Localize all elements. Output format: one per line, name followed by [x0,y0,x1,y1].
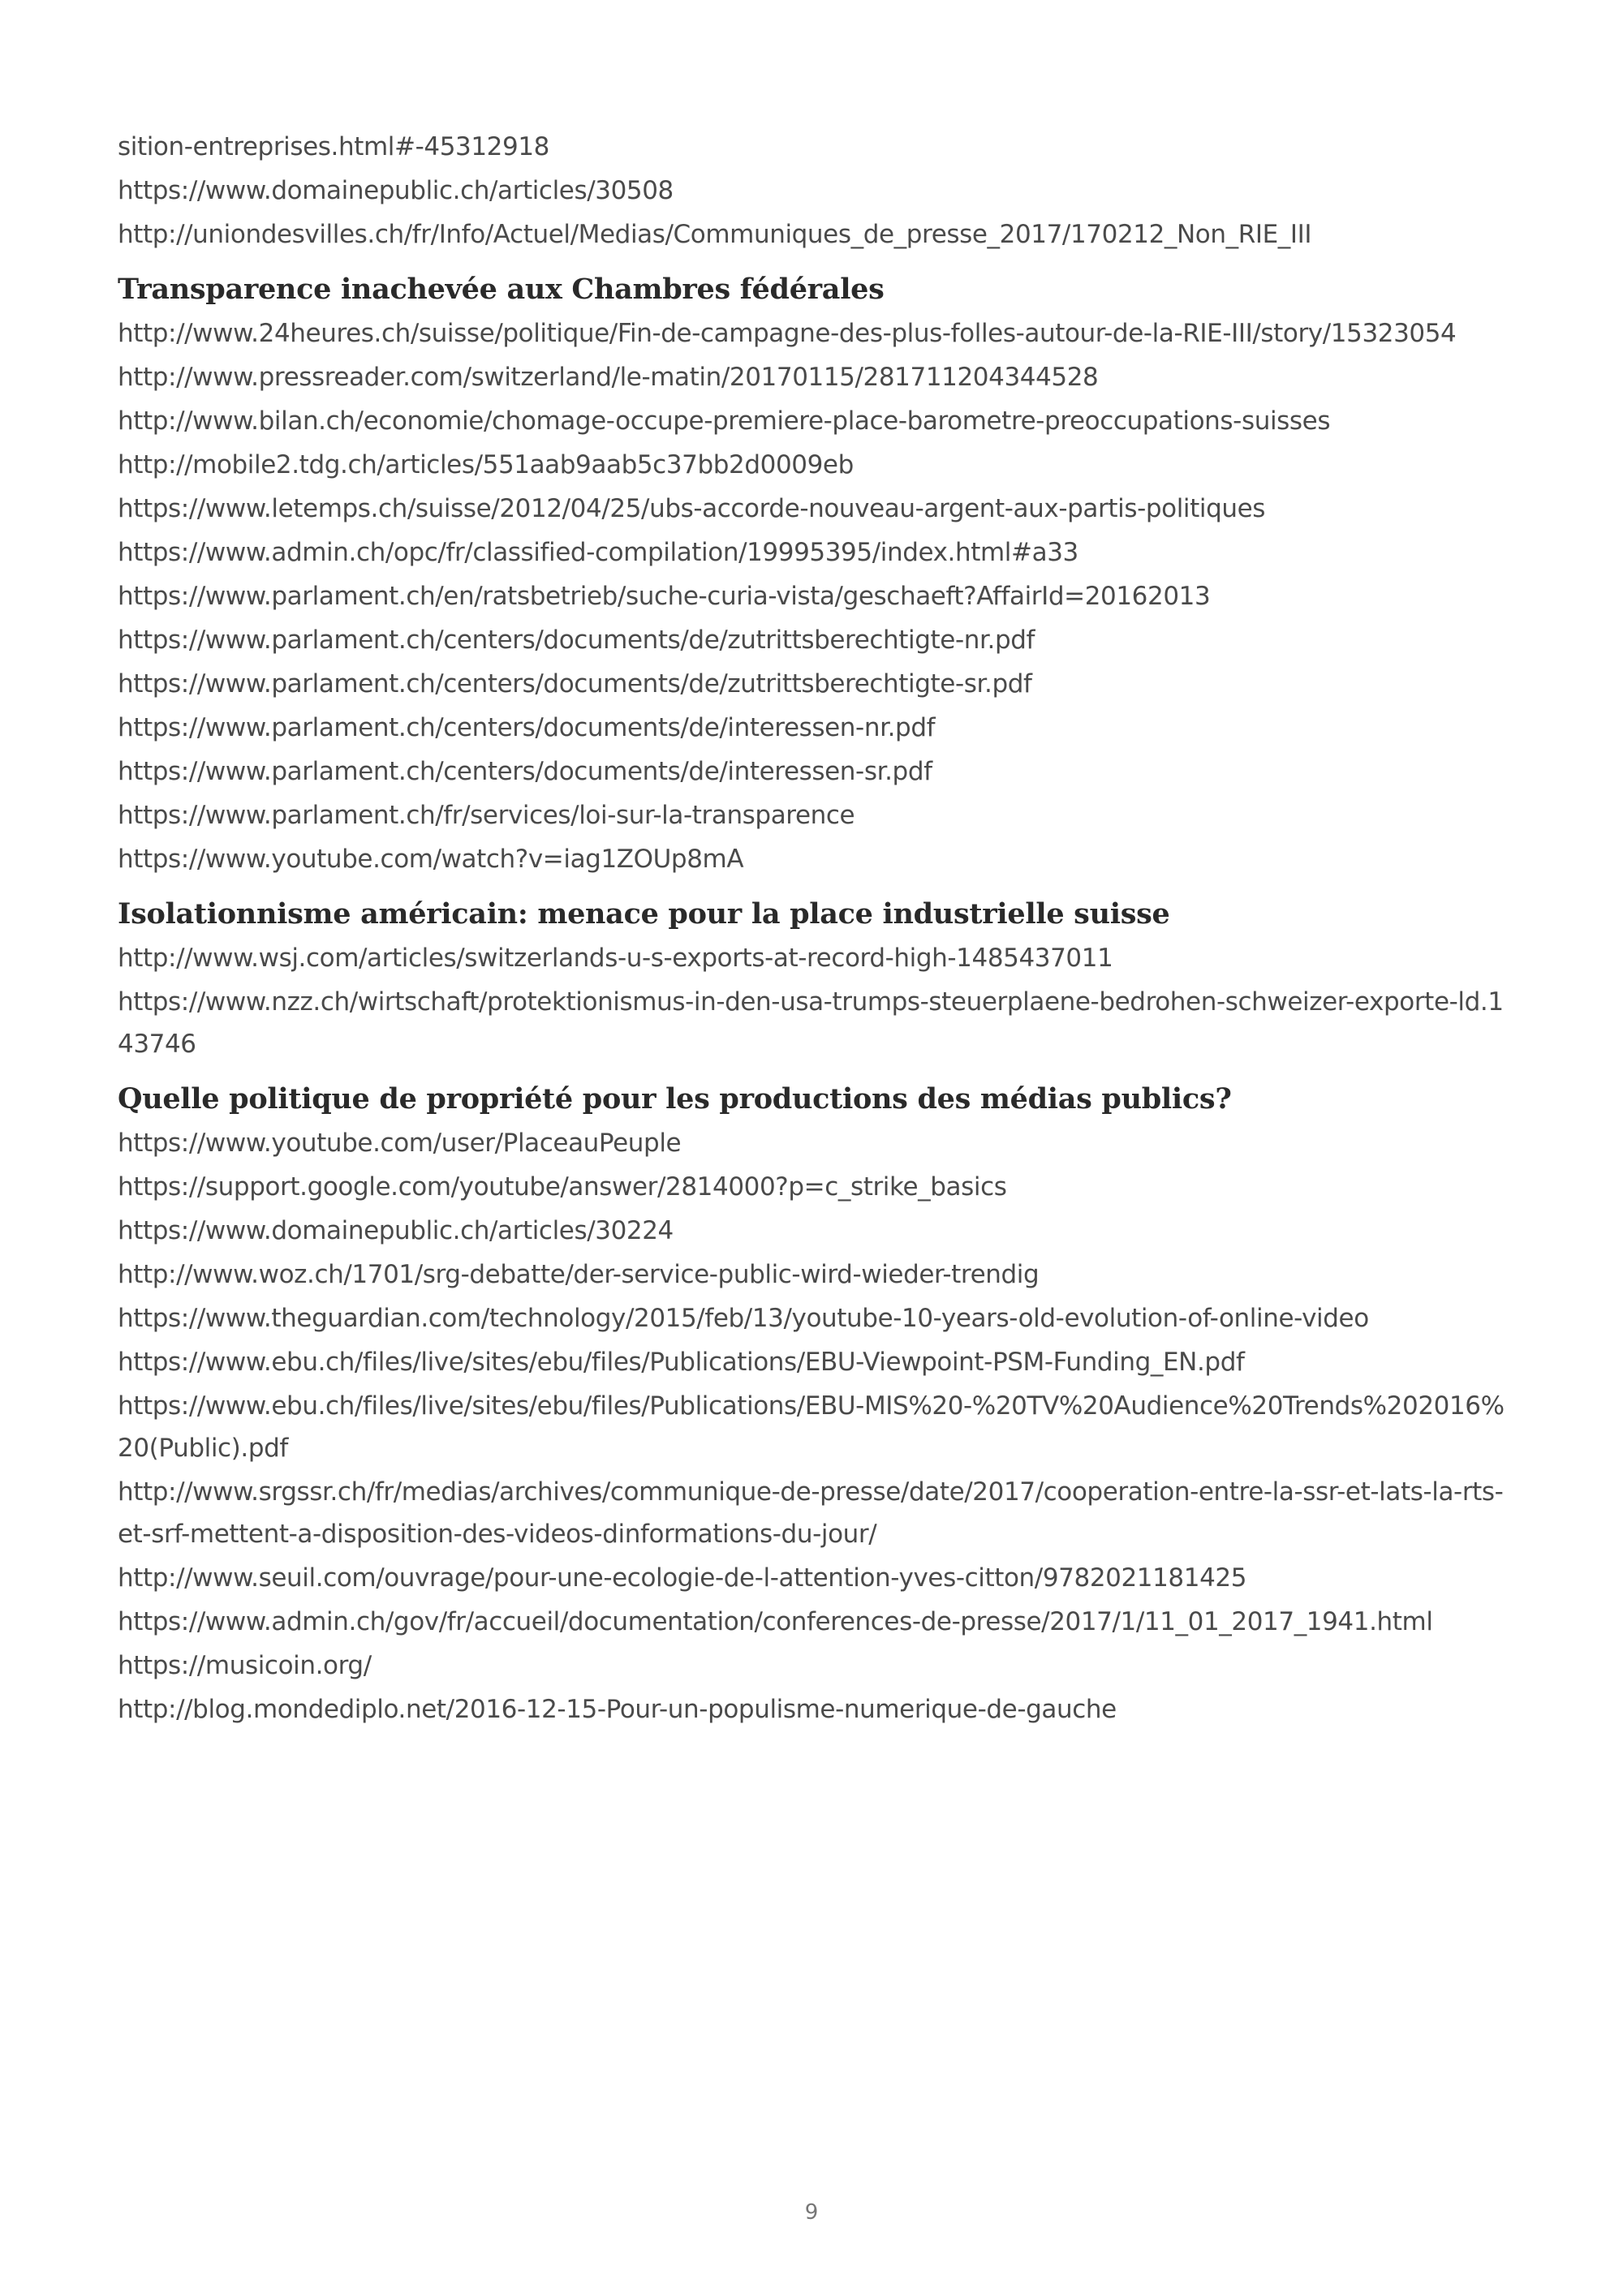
reference-link[interactable]: https://www.parlament.ch/centers/documents/de/interessen-nr.pdf [118,713,936,742]
reference-link[interactable]: http://mobile2.tdg.ch/articles/551aab9aab5c37bb2d0009eb [118,450,854,479]
document-page [118,126,1513,1732]
reference-link[interactable]: http://uniondesvilles.ch/fr/Info/Actuel/Medias/Communiques_de_presse_2017/170212_Non_RIE_III [118,220,1312,249]
reference-link[interactable]: http://www.woz.ch/1701/srg-debatte/der-service-public-wird-wieder-trendig [118,1260,1040,1289]
reference-link[interactable]: https://www.domainepublic.ch/articles/30224 [118,1216,674,1245]
reference-link[interactable]: http://www.24heures.ch/suisse/politique/Fin-de-campagne-des-plus-folles-autour-de-la-RIE-III/story/15323054 [118,319,1457,348]
reference-link[interactable]: http://www.seuil.com/ouvrage/pour-une-ecologie-de-l-attention-yves-citton/9782021181425 [118,1563,1247,1593]
section-title: Transparence inachevée aux Chambres fédérales [118,273,885,306]
reference-link[interactable]: https://www.domainepublic.ch/articles/30508 [118,176,674,205]
reference-link[interactable]: https://www.ebu.ch/files/live/sites/ebu/files/Publications/EBU-Viewpoint-PSM-Funding_EN.pdf [118,1348,1245,1377]
reference-link[interactable]: https://www.parlament.ch/fr/services/loi-sur-la-transparence [118,801,855,830]
reference-link[interactable]: https://www.youtube.com/watch?v=iag1ZOUp8mA [118,845,744,874]
reference-link[interactable]: http://www.srgssr.ch/fr/medias/archives/communique-de-presse/date/2017/cooperation-entre-la-ssr-et-lats-la-rts-et-srf-mettent-a-disposition-des-videos-dinformations-du-jour/ [118,1477,1504,1549]
reference-link[interactable]: https://www.admin.ch/opc/fr/classified-compilation/19995395/index.html#a33 [118,538,1078,567]
intro-links [118,126,1513,256]
reference-link[interactable]: https://www.letemps.ch/suisse/2012/04/25/ubs-accorde-nouveau-argent-aux-partis-politiques [118,494,1266,523]
reference-link[interactable]: https://www.nzz.ch/wirtschaft/protektionismus-in-den-usa-trumps-steuerplaene-bedrohen-schweizer-exporte-ld.143746 [118,987,1504,1059]
reference-section [118,1077,1513,1731]
section-title: Isolationnisme américain: menace pour la place industrielle suisse [118,897,1170,931]
sections-container [118,267,1513,1731]
reference-link[interactable]: sition-entreprises.html#-45312918 [118,132,549,161]
reference-section [118,267,1513,880]
section-title: Quelle politique de propriété pour les productions des médias publics? [118,1082,1232,1116]
reference-link[interactable]: https://www.parlament.ch/centers/documents/de/zutrittsberechtigte-sr.pdf [118,669,1032,699]
reference-link[interactable]: http://www.wsj.com/articles/switzerlands-u-s-exports-at-record-high-1485437011 [118,944,1113,973]
reference-link[interactable]: https://www.ebu.ch/files/live/sites/ebu/files/Publications/EBU-MIS%20-%20TV%20Audience%20Trends%202016%20(Public).pdf [118,1391,1505,1463]
reference-link[interactable]: http://www.bilan.ch/economie/chomage-occupe-premiere-place-barometre-preoccupations-suisses [118,406,1331,436]
reference-link[interactable]: https://support.google.com/youtube/answer/2814000?p=c_strike_basics [118,1172,1007,1202]
reference-link[interactable]: https://musicoin.org/ [118,1651,372,1680]
reference-link[interactable]: http://www.pressreader.com/switzerland/le-matin/20170115/281711204344528 [118,363,1099,392]
reference-link[interactable]: http://blog.mondediplo.net/2016-12-15-Pour-un-populisme-numerique-de-gauche [118,1695,1117,1724]
page-number: 9 [804,2200,819,2225]
reference-link[interactable]: https://www.admin.ch/gov/fr/accueil/documentation/conferences-de-presse/2017/1/11_01_2017_1941.html [118,1607,1433,1636]
reference-link[interactable]: https://www.parlament.ch/centers/documents/de/zutrittsberechtigte-nr.pdf [118,626,1035,655]
reference-link[interactable]: https://www.parlament.ch/en/ratsbetrieb/suche-curia-vista/geschaeft?AffairId=20162013 [118,582,1211,611]
reference-link[interactable]: https://www.youtube.com/user/PlaceauPeuple [118,1129,682,1158]
reference-link[interactable]: https://www.theguardian.com/technology/2015/feb/13/youtube-10-years-old-evolution-of-online-video [118,1304,1369,1333]
reference-section [118,892,1513,1065]
reference-link[interactable]: https://www.parlament.ch/centers/documents/de/interessen-sr.pdf [118,757,932,786]
